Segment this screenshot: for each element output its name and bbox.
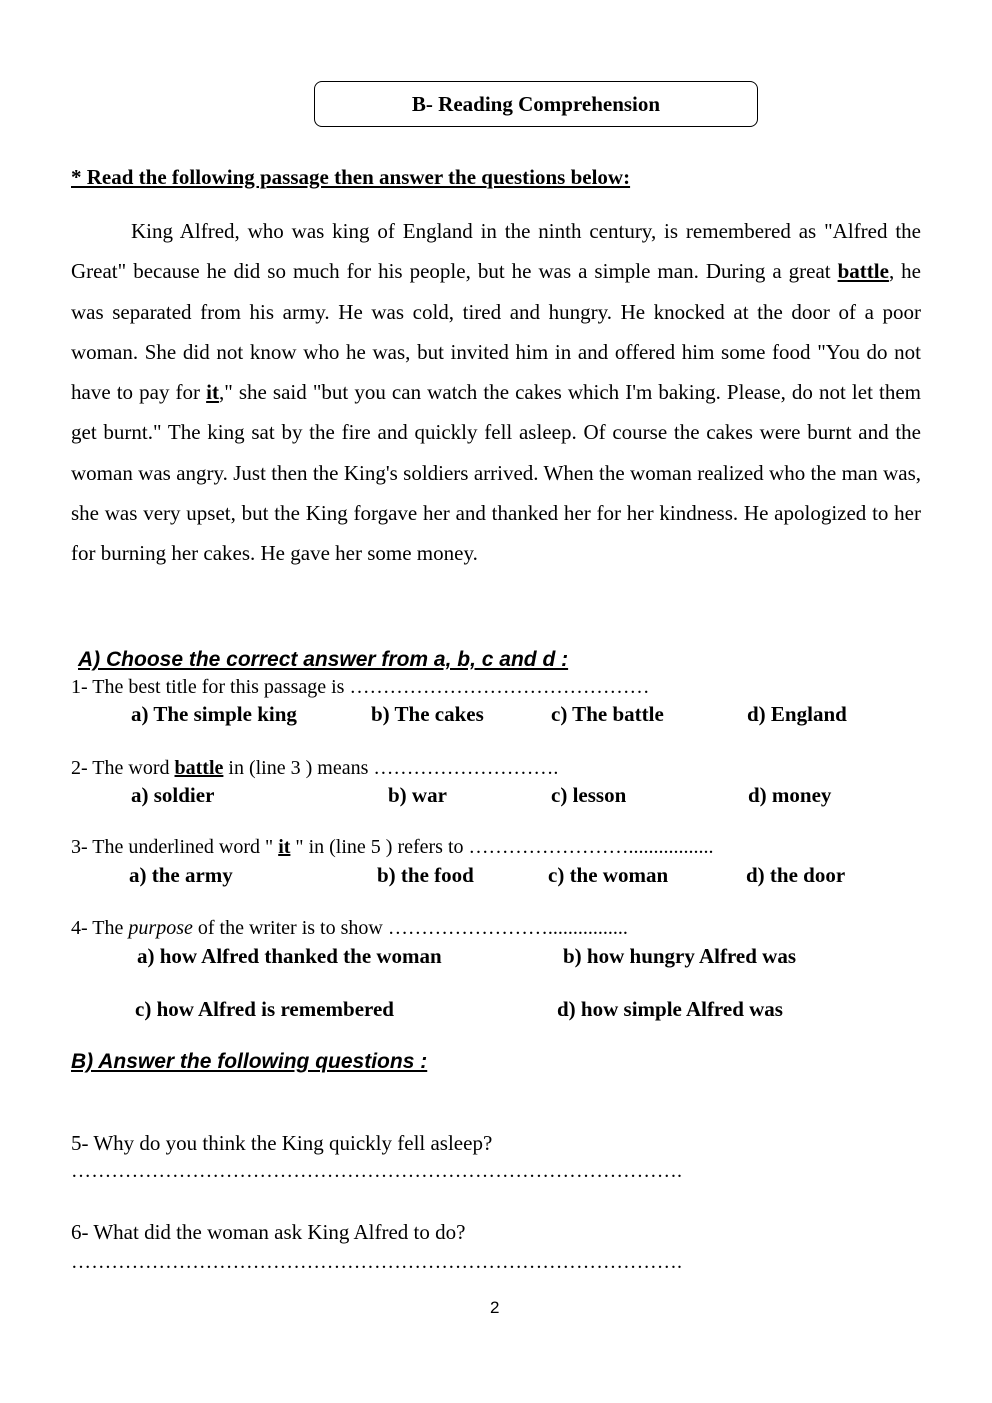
reading-passage — [71, 211, 921, 574]
q2-text-pre: 2- The word — [71, 757, 175, 779]
q4-option-b[interactable]: b) how hungry Alfred was — [563, 944, 796, 968]
passage-part-3: ," she said "but you can watch the cakes which I'm baking. Please, do not let them get burnt." The king sat by the fire and quickly fell asleep. Of course the cakes were burnt and the woman was angry. Just then the King's soldiers arrived. When the woman realized who the man was, she was very upset, but the King forgave her and thanked her for her kindness. He apologized to her for burning her cakes. He gave her some money. — [71, 380, 921, 566]
q4-option-d[interactable]: d) how simple Alfred was — [557, 997, 783, 1021]
q3-text-post: " in (line 5 ) refers to ……………………................. — [290, 836, 714, 858]
question-6: 6- What did the woman ask King Alfred to do? — [71, 1220, 466, 1244]
passage-part-1: King Alfred, who was king of England in the ninth century, is remembered as "Alfred the Great" because he did so much for his people, but he was a simple man. During a great — [71, 219, 921, 284]
q3-option-b[interactable]: b) the food — [377, 863, 474, 887]
q2-option-d[interactable]: d) money — [748, 783, 832, 807]
q2-keyword: battle — [174, 757, 224, 779]
answer-line-6[interactable]: ………………………………………………………………………………. — [71, 1251, 683, 1273]
question-3 — [71, 836, 714, 859]
section-title: B- Reading Comprehension — [314, 81, 758, 127]
keyword-battle: battle — [837, 259, 889, 284]
q2-option-c[interactable]: c) lesson — [551, 783, 627, 807]
q3-keyword: it — [278, 836, 291, 858]
q4-option-a[interactable]: a) how Alfred thanked the woman — [137, 944, 442, 968]
answer-line-5[interactable]: ………………………………………………………………………………. — [71, 1160, 683, 1182]
q4-text-pre: 4- The — [71, 917, 129, 939]
q1-option-d[interactable]: d) England — [747, 702, 847, 726]
q2-option-a[interactable]: a) soldier — [131, 783, 215, 807]
question-1: 1- The best title for this passage is ……………………………………… — [71, 676, 650, 698]
question-5: 5- Why do you think the King quickly fell asleep? — [71, 1131, 493, 1155]
section-b-heading: B) Answer the following questions : — [71, 1050, 428, 1073]
passage-part-2: , he was separated from his army. He was cold, tired and hungry. He knocked at the door of a poor woman. She did not know who he was, but invited him in and offered him some food "You do not have to pay for — [71, 259, 922, 405]
q3-option-d[interactable]: d) the door — [746, 863, 846, 887]
instruction: * Read the following passage then answer the questions below: — [71, 165, 631, 189]
keyword-it: it — [206, 380, 219, 405]
q4-keyword: purpose — [128, 917, 193, 939]
question-4 — [71, 917, 628, 940]
q1-option-a[interactable]: a) The simple king — [131, 702, 297, 726]
q4-option-c[interactable]: c) how Alfred is remembered — [135, 997, 394, 1021]
page-number: 2 — [490, 1298, 500, 1317]
question-2 — [71, 757, 558, 780]
q3-text-pre: 3- The underlined word " — [71, 836, 279, 858]
q3-option-c[interactable]: c) the woman — [548, 863, 669, 887]
q1-option-c[interactable]: c) The battle — [551, 702, 664, 726]
q1-option-b[interactable]: b) The cakes — [371, 702, 484, 726]
q4-text-post: of the writer is to show ……………………................ — [192, 917, 628, 939]
q3-option-a[interactable]: a) the army — [129, 863, 233, 887]
q2-text-post: in (line 3 ) means ………………………. — [223, 757, 559, 779]
q2-option-b[interactable]: b) war — [388, 783, 447, 807]
section-a-heading: A) Choose the correct answer from a, b, c and d : — [78, 648, 569, 671]
